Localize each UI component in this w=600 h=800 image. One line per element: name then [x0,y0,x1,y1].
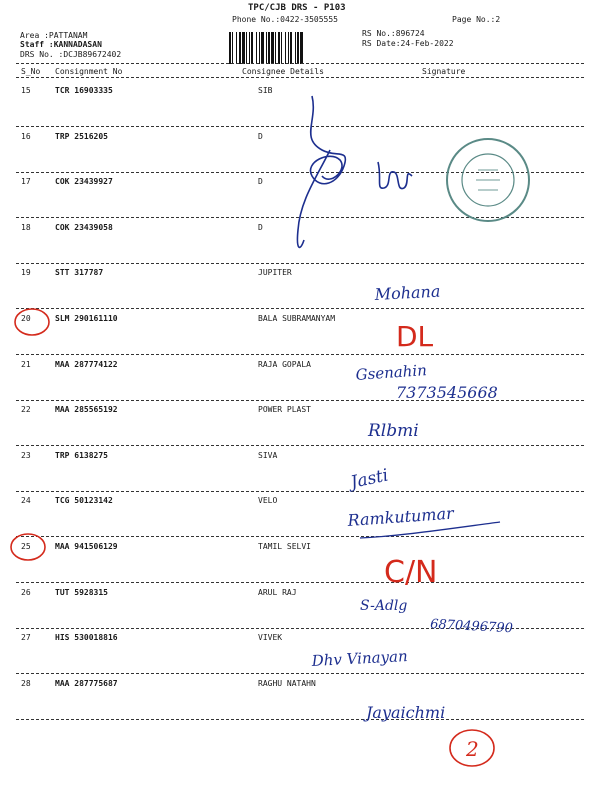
barcode-bar [275,32,276,64]
signature-row-26: S-Adlg [360,598,408,614]
signature-row-28: Jayaichmi [366,703,446,722]
staff-field: Staff :KANNADASAN [20,40,102,49]
rs-date: RS Date:24-Feb-2022 [362,39,454,48]
col-consignment: Consignment No [55,67,123,76]
row-sno: 23 [21,450,31,460]
barcode-bar [297,32,299,64]
barcode-bar [236,32,237,64]
row-sno: 21 [21,359,31,369]
row-consignee: RAJA GOPALA [258,359,311,369]
page-number: Page No.:2 [452,15,501,24]
phone-row-26: 6870496790 [429,617,514,637]
signature-row-27: Dhv Vinayan [311,646,409,670]
drs-number: DRS No. :DCJB89672402 [20,50,122,59]
signature-scribble-2 [378,162,412,189]
row-divider [16,719,584,720]
barcode-bar [268,32,270,64]
row-divider [16,582,584,583]
barcode-bar [271,32,274,64]
phone-number: Phone No.:0422-3505555 [232,15,338,24]
divider [16,63,584,64]
row-divider [16,308,584,309]
row-consignment-no: TUT 5928315 [55,587,108,597]
row-sno: 17 [21,177,31,187]
row-sno: 16 [21,131,31,141]
col-consignee: Consignee Details [242,67,324,76]
row-divider [16,628,584,629]
barcode-bar [249,32,250,64]
signature-row-24: Ramkutumar [346,503,455,530]
mark-row-25: C/N [384,555,438,590]
barcode-bar [300,32,303,64]
row-consignee: D [258,131,263,141]
row-consignment-no: MAA 287775687 [55,678,118,688]
barcode-bar [239,32,241,64]
row-consignment-no: TRP 6138275 [55,450,108,460]
col-sno: S_No [21,67,41,76]
row-consignee: BALA SUBRAMANYAM [258,314,336,323]
row-consignment-no: COK 23439058 [55,222,113,232]
row-consignment-no: MAA 285565192 [55,405,118,415]
row-consignee: JUPITER [258,268,292,278]
divider [16,77,584,78]
row-sno: 27 [21,633,31,643]
rs-number: RS No.:896724 [362,29,425,38]
row-divider [16,354,584,355]
row-consignment-no: TRP 2516205 [55,131,108,141]
row-sno: 25 [21,542,31,551]
row-consignee: ARUL RAJ [258,587,297,597]
area-field: Area :PATTANAM [20,31,88,40]
row-divider [16,172,584,173]
barcode-bar [232,32,233,64]
barcode-bar [259,32,260,64]
row-consignee: D [258,177,263,187]
barcode-bar [256,32,257,64]
row-divider [16,400,584,401]
row-consignment-no: TCG 50123142 [55,496,113,506]
barcode-bar [290,32,292,64]
barcode-bar [295,32,296,64]
row-consignment-no: MAA 941506129 [55,542,118,551]
row-consignee: RAGHU NATAHN [258,678,316,688]
row-sno: 24 [21,496,31,506]
row-consignment-no: SLM 290161110 [55,314,118,323]
row-consignee: SIB [258,86,273,95]
signature-row-22: Rlbmi [368,421,419,441]
row-divider [16,536,584,537]
barcode-bar [278,32,280,64]
row-sno: 22 [21,405,31,415]
barcode-bar [251,32,253,64]
barcode-bar [266,32,267,64]
row-consignee: VIVEK [258,633,283,643]
row-sno: 15 [21,86,31,95]
row-sno: 19 [21,268,31,278]
row-consignment-no: COK 23439927 [55,177,113,187]
row-divider [16,673,584,674]
row-consignment-no: TCR 16903335 [55,86,113,95]
phone-row-21: 7373545668 [396,383,498,402]
row-divider [16,126,584,127]
barcode-image [229,32,354,64]
col-signature: Signature [422,67,466,76]
row-divider [16,491,584,492]
signature-row-21: Gsenahin [355,361,428,384]
row-consignment-no: HIS 530018816 [55,633,118,643]
barcode-bar [246,32,247,64]
round-stamp [447,139,529,221]
barcode-bar [261,32,264,64]
row-sno: 26 [21,587,31,597]
page-circle-number: 2 [466,737,479,761]
barcode-bar [229,32,231,64]
row-consignment-no: MAA 287774122 [55,359,118,369]
sheet-title: TPC/CJB DRS - P103 [248,3,346,13]
row-divider [16,263,584,264]
signature-row-19: Mohana [374,281,441,304]
row-sno: 20 [21,314,31,323]
signature-row-23: Jasti [348,465,391,493]
row-consignment-no: STT 317787 [55,268,104,278]
row-divider [16,217,584,218]
barcode-bar [242,32,245,64]
row-divider [16,445,584,446]
barcode-bar [281,32,282,64]
row-sno: 18 [21,222,31,232]
barcode-bar [288,32,289,64]
row-consignee: TAMIL SELVI [258,542,311,551]
barcode-bar [285,32,286,64]
row-consignee: D [258,222,263,232]
row-sno: 28 [21,678,31,688]
red-circle-page [450,730,494,766]
row-consignee: POWER PLAST [258,405,311,415]
row-consignee: SIVA [258,450,278,460]
mark-row-20: DL [396,320,434,353]
row-consignee: VELO [258,496,278,506]
